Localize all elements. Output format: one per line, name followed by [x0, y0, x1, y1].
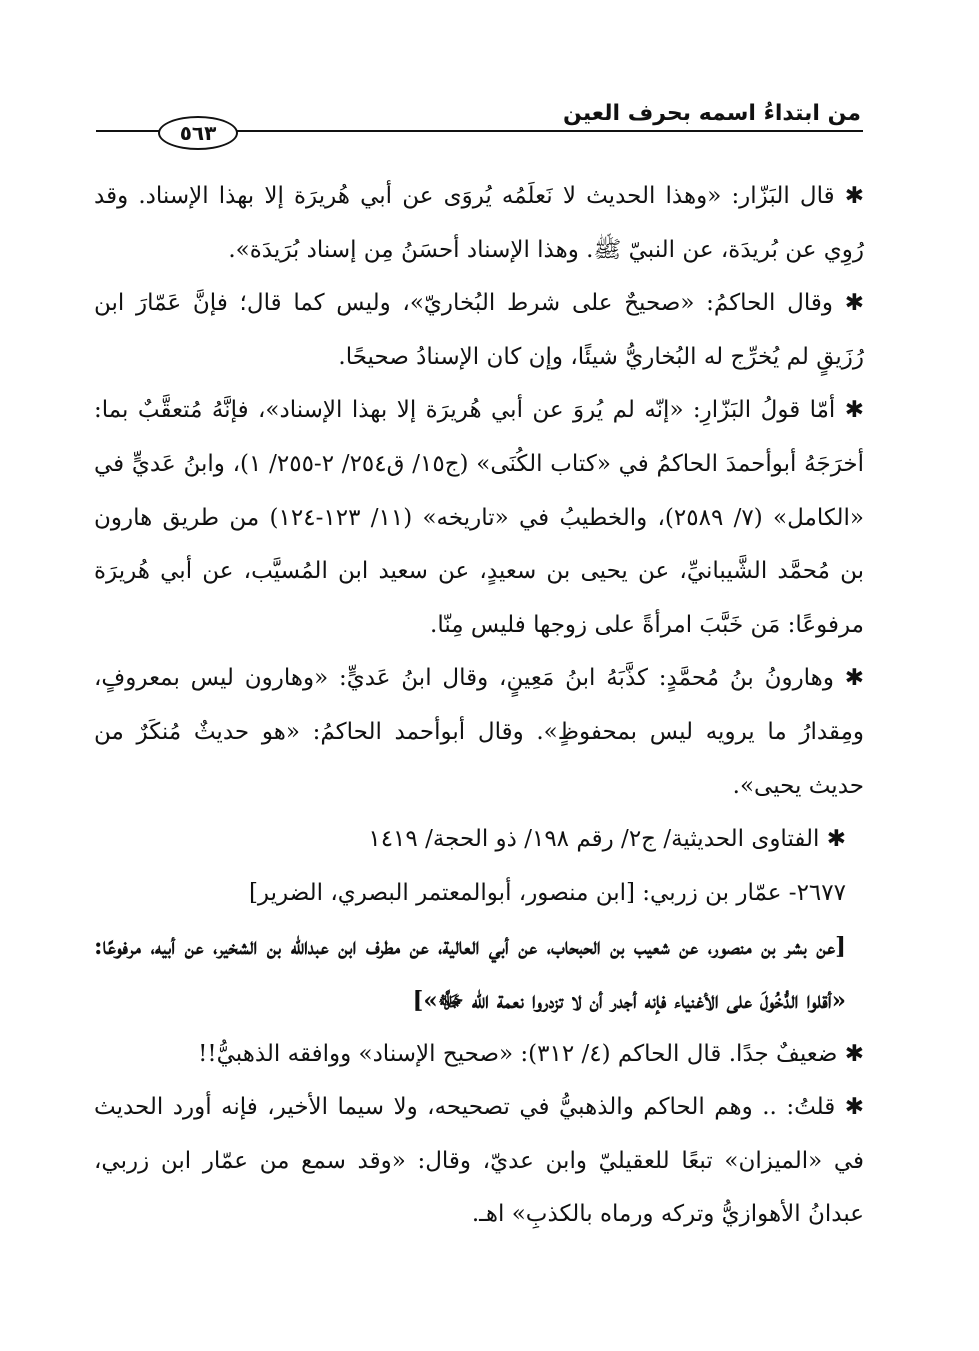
- paragraph-harun-grading: ✱ وهارونُ بنُ مُحمَّدٍ: كذَّبَهُ ابنُ مَعِينٍ، وقال ابنُ عَديٍّ: «وهارون ليس بمعروفٍ، ومِقدارُ ما يرويه ليس بمحفوظٍ». وقال أبوأحمد الحاكمُ: «هو حديثٌ مُنكَرٌ من حديث يحيى».: [94, 665, 864, 799]
- page-body: [94, 170, 864, 1242]
- paragraph-takhrij: ✱ أمّا قولُ البَزّارِ: «إنّه لم يُروَ عن أبي هُريرَة إلا بهذا الإسناد»، فإنَّهُ مُتعقَّبٌ بما: أخرَجَهُ أبوأحمدَ الحاكمُ في «كتاب الكُنَى» (ج١٥/ ق٢٥٤/ ٢-٢٥٥/ ١)، وابنُ عَديٍّ في «الكامل» (٧/ ٢٥٨٩)، والخطيبُ في «تاريخه» (١١/ ١٢٣-١٢٤) من طريق هارون بن مُحمَّد الشَّيبانيِّ، عن يحيى بن سعيدٍ، عن سعيد ابن المُسيَّب، عن أبي هُريرَة مرفوعًا: مَن خَبَّبَ امرأةً على زوجها فليس مِنّا.: [94, 397, 865, 638]
- paragraph-note: ✱ قلتُ: .. وهم الحاكم والذهبيُّ في تصحيحه، ولا سيما الأخير، فإنه أورد الحديث في «الميزان» تبعًا للعقيليّ وابن عديّ، وقال: «وقد سمع من عمّار ابن زربي، عبدانُ الأهوازيُّ وتركه ورماه بالكذبِ» اهـ.: [94, 1094, 864, 1228]
- hadith-text: [عن بشر بن منصور، عن شعيب بن الحبحاب، عن أبي العالية، عن مطرف ابن عبدالله بن الشخير، عن أبيه، مرفوعًا: «أقلوا الدُّخُولَ على الأغنياء فإنه أجدر أن لا تزدروا نعمة الله ﷻ»]: [94, 933, 846, 1014]
- paragraph-grading: ✱ ضعيفٌ جدًا. قال الحاكم (٤/ ٣١٢): «صحيح الإسناد» ووافقه الذهبيُّ!!: [198, 1040, 864, 1067]
- fatawa-reference: ✱ الفتاوى الحديثية/ ج٢/ رقم ١٩٨/ ذو الحجة/ ١٤١٩: [368, 826, 846, 853]
- paragraph-hakim-remark: ✱ وقال الحاكمُ: «صحيحٌ على شرط البُخاريّ»، وليس كما قال؛ فإنَّ عَمّارَ ابن رُزَيقٍ لم يُخرِّج له البُخاريُّ شيئًا، وإن كان الإسنادُ صحيحًا.: [94, 290, 864, 370]
- entry-heading: ٢٦٧٧- عمّار بن زربي: [ابن منصور، أبوالمعتمر البصري، الضرير]: [248, 879, 846, 906]
- page-number-badge: ٥٦٣: [158, 116, 238, 150]
- paragraph-bazzar-remark: ✱ قال البَزّار: «وهذا الحديث لا نَعلَمُه يُروَى عن أبي هُريرَة إلا بهذا الإسناد. وقد رُوِي عن بُريدَة، عن النبيّ ﷺ. وهذا الإسناد أحسَنُ مِن إسناد بُرَيدَة».: [94, 183, 864, 263]
- running-header-title: من ابتداءُ اسمه بحرف العين: [563, 101, 861, 126]
